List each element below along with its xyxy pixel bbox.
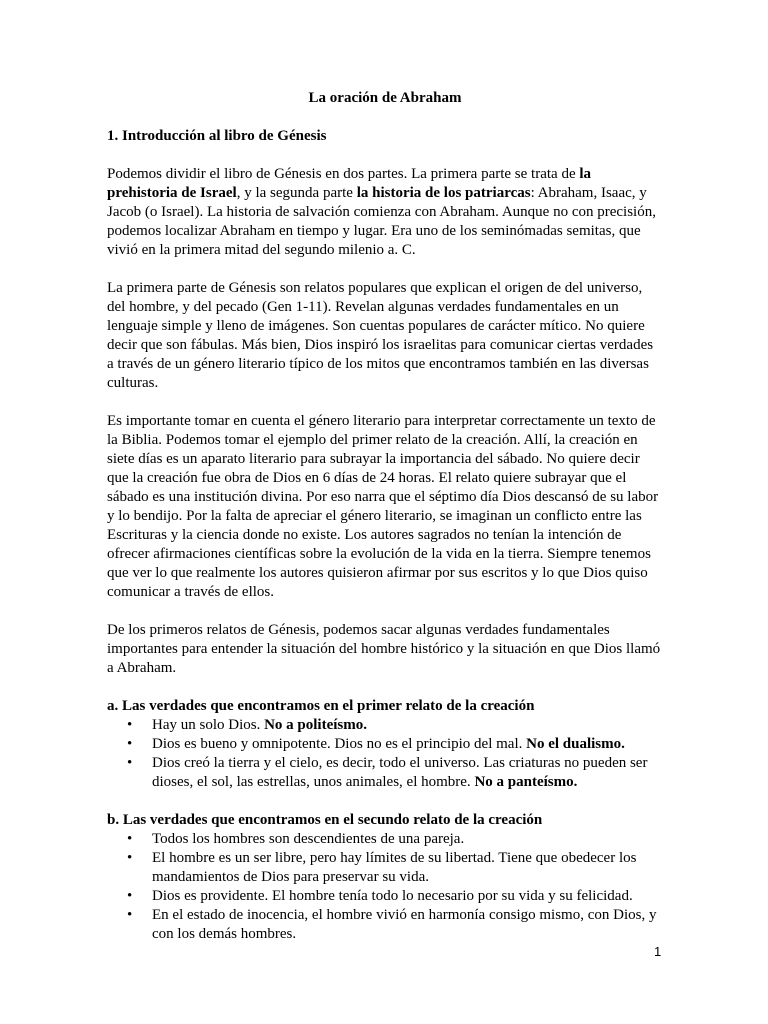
list-item-text: Todos los hombres son descendientes de una pareja. xyxy=(152,831,465,847)
list-item xyxy=(107,735,663,754)
section-b-heading: b. Las verdades que encontramos en el secundo relato de la creación xyxy=(107,812,543,828)
paragraph-1 xyxy=(107,165,663,260)
list-item-emphasis: No a politeísmo. xyxy=(264,717,368,733)
list-item xyxy=(107,887,663,906)
list-item xyxy=(107,830,663,849)
list-item xyxy=(107,906,663,944)
bullet-icon: • xyxy=(127,850,133,866)
paragraph-3: Es importante tomar en cuenta el género literario para interpretar correctamente un texto de la Biblia. Podemos tomar el ejemplo del primer relato de la creación. Allí, la creación en siete días es un aparato literario para subrayar la importancia del sábado. No quiere decir que la creación fue obra de Dios en 6 días de 24 horas. El relato quiere subrayar que el sábado es una institución divina. Por eso narra que el séptimo día Dios descansó de su labor y lo bendijo. Por la falta de apreciar el género literario, se imaginan un conflicto entre las Escrituras y la ciencia donde no existe. Los autores sagrados no tenían la intención de ofrecer afirmaciones científicas sobre la evolución de la vida en la tierra. Siempre tenemos que ver lo que realmente los autores quisieron afirmar por sus escritos y lo que Dios quiso comunicar a través de ellos. xyxy=(107,413,659,600)
bullet-icon: • xyxy=(127,717,133,733)
section-a-list xyxy=(107,716,663,792)
list-item-text: Dios es bueno y omnipotente. Dios no es el principio del mal. xyxy=(152,736,527,752)
list-item-emphasis: No el dualismo. xyxy=(526,736,625,752)
paragraph-1-text-a: Podemos dividir el libro de Génesis en dos partes. La primera parte se trata de xyxy=(107,166,580,182)
bullet-icon: • xyxy=(127,831,133,847)
list-item-text: El hombre es un ser libre, pero hay límites de su libertad. Tiene que obedecer los mandamientos de Dios para preservar su vida. xyxy=(152,850,637,885)
list-item-text: Hay un solo Dios. xyxy=(152,717,265,733)
paragraph-1-bold-b: la historia de los patriarcas xyxy=(356,185,531,201)
bullet-icon: • xyxy=(127,888,133,904)
list-item xyxy=(107,754,663,792)
list-item-text: Dios es providente. El hombre tenía todo lo necesario por su vida y su felicidad. xyxy=(152,888,633,904)
list-item-emphasis: No a panteísmo. xyxy=(474,774,578,790)
bullet-icon: • xyxy=(127,755,133,771)
list-item-text: Dios creó la tierra y el cielo, es decir, todo el universo. Las criaturas no pueden ser dioses, el sol, las estrellas, unos animales, el hombre. xyxy=(152,755,648,790)
paragraph-4: De los primeros relatos de Génesis, podemos sacar algunas verdades fundamentales importantes para entender la situación del hombre histórico y la situación en que Dios llamó a Abraham. xyxy=(107,622,661,676)
section-1-heading: 1. Introducción al libro de Génesis xyxy=(107,128,327,144)
list-item xyxy=(107,849,663,887)
paragraph-1-text-c: : Abraham, Isaac, y Jacob (o Israel). La historia de salvación comienza con Abraham. Aunque no con precisión, podemos localizar Abraham en tiempo y lugar. Era uno de los seminómadas semitas, que vivió en la primera mitad del segundo milenio a. C. xyxy=(107,185,656,258)
paragraph-1-text-b: , y la segunda parte xyxy=(236,185,357,201)
paragraph-2: La primera parte de Génesis son relatos populares que explican el origen de del universo, del hombre, y del pecado (Gen 1-11). Revelan algunas verdades fundamentales en un lenguaje simple y lleno de imágenes. Son cuentas populares de carácter mítico. No quiere decir que son fábulas. Más bien, Dios inspiró los israelitas para comunicar ciertas verdades a través de un género literario típico de los mitos que encontramos también en las diversas culturas. xyxy=(107,280,654,391)
paragraph-1-bold-a: la prehistoria de Israel xyxy=(107,166,592,201)
page-number: 1 xyxy=(654,944,662,959)
list-item xyxy=(107,716,663,735)
document-title: La oración de Abraham xyxy=(308,90,462,106)
document-body xyxy=(107,89,663,963)
section-b-list xyxy=(107,830,663,944)
section-a-heading: a. Las verdades que encontramos en el primer relato de la creación xyxy=(107,698,535,714)
list-item-text: En el estado de inocencia, el hombre vivió en harmonía consigo mismo, con Dios, y con los demás hombres. xyxy=(152,907,657,942)
bullet-icon: • xyxy=(127,907,133,923)
bullet-icon: • xyxy=(127,736,133,752)
